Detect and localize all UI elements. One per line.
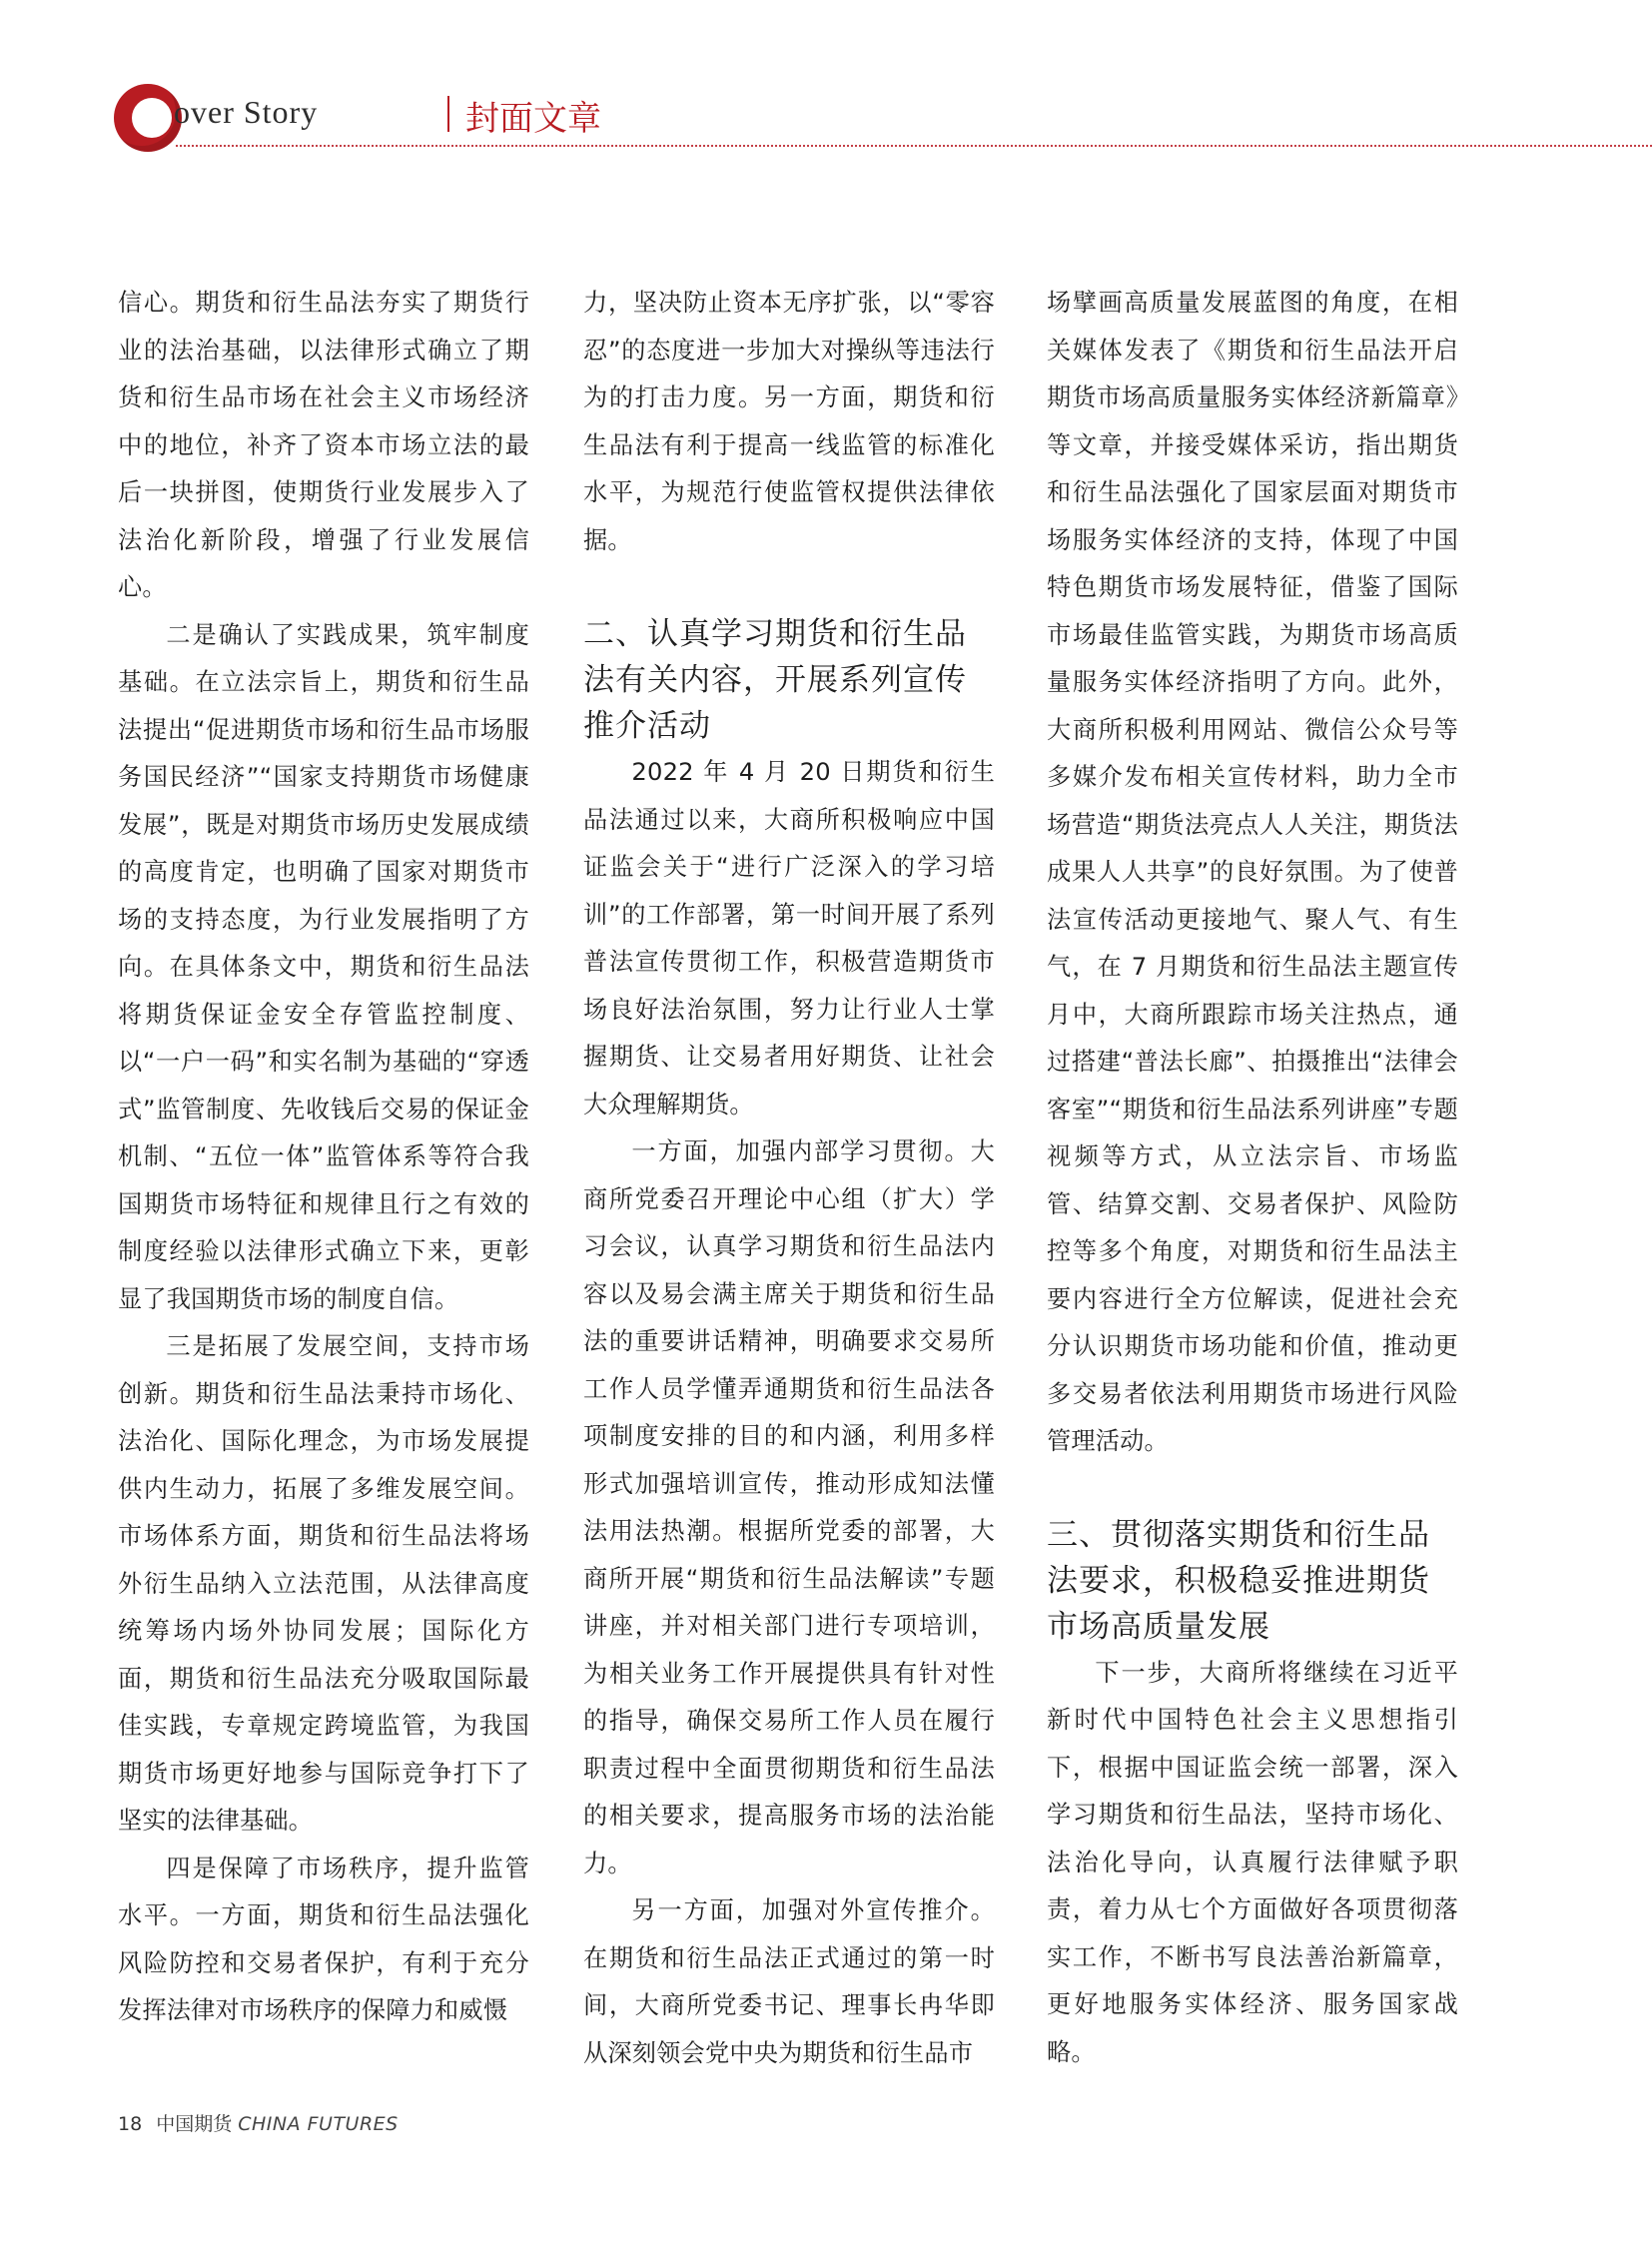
header-divider <box>447 96 449 132</box>
text-column-2 <box>583 280 995 2077</box>
text-column-1 <box>118 280 529 2035</box>
body-paragraph: 二是确认了实践成果，筑牢制度基础。在立法宗旨上，期货和衍生品法提出“促进期货市场和衍生品市场服务国民经济”“国家支持期货市场健康发展”，既是对期货市场历史发展成绩的高度肯定，也明确了国家对期货市场的支持态度，为行业发展指明了方向。在具体条文中，期货和衍生品法将期货保证金安全存管监控制度、以“一户一码”和实名制为基础的“穿透式”监管制度、先收钱后交易的保证金机制、“五位一体”监管体系等符合我国期货市场特征和规律且行之有效的制度经验以法律形式确立下来，更彰显了我国期货市场的制度自信。 <box>118 620 529 1313</box>
body-paragraph: 一方面，加强内部学习贯彻。大商所党委召开理论中心组（扩大）学习会议，认真学习期货和衍生品法内容以及易会满主席关于期货和衍生品法的重要讲话精神，明确要求交易所工作人员学懂弄通期货和衍生品法各项制度安排的目的和内涵，利用多样形式加强培训宣传，推动形成知法懂法用法热潮。根据所党委的部署，大商所开展“期货和衍生品法解读”专题讲座，并对相关部门进行专项培训，为相关业务工作开展提供具有针对性的指导，确保交易所工作人员在履行职责过程中全面贯彻期货和衍生品法的相关要求，提高服务市场的法治能力。 <box>583 1137 995 1877</box>
magazine-name-en: CHINA FUTURES <box>238 2113 399 2135</box>
body-paragraph: 力，坚决防止资本无序扩张，以“零容忍”的态度进一步加大对操纵等违法行为的打击力度。另一方面，期货和衍生品法有利于提高一线监管的标准化水平，为规范行使监管权提供法律依据。 <box>583 289 995 554</box>
body-paragraph: 信心。期货和衍生品法夯实了期货行业的法治基础，以法律形式确立了期货和衍生品市场在社会主义市场经济中的地位，补齐了资本市场立法的最后一块拼图，使期货行业发展步入了法治化新阶段，增强了行业发展信心。 <box>118 289 529 601</box>
section-heading: 三、贯彻落实期货和衍生品法要求，积极稳妥推进期货市场高质量发展 <box>1047 1516 1430 1645</box>
page-number: 18 <box>118 2113 143 2135</box>
cover-story-c-logo-icon <box>114 84 182 152</box>
body-paragraph: 2022 年 4 月 20 日期货和衍生品法通过以来，大商所积极响应中国证监会关于“进行广泛深入的学习培训”的工作部署，第一时间开展了系列普法宣传贯彻工作，积极营造期货市场良好法治氛围，努力让行业人士掌握期货、让交易者用好期货、让社会大众理解期货。 <box>583 758 995 1119</box>
header-dotted-rule <box>176 145 1652 147</box>
body-paragraph: 另一方面，加强对外宣传推介。在期货和衍生品法正式通过的第一时间，大商所党委书记、理事长冉华即从深刻领会党中央为期货和衍生品市 <box>583 1896 995 2067</box>
text-column-3 <box>1047 280 1458 2076</box>
page-footer <box>118 2109 399 2136</box>
body-paragraph: 场擘画高质量发展蓝图的角度，在相关媒体发表了《期货和衍生品法开启期货市场高质量服务实体经济新篇章》等文章，并接受媒体采访，指出期货和衍生品法强化了国家层面对期货市场服务实体经济的支持，体现了中国特色期货市场发展特征，借鉴了国际市场最佳监管实践，为期货市场高质量服务实体经济指明了方向。此外，大商所积极利用网站、微信公众号等多媒介发布相关宣传材料，助力全市场营造“期货法亮点人人关注，期货法成果人人共享”的良好氛围。为了使普法宣传活动更接地气、聚人气、有生气，在 7 月期货和衍生品法主题宣传月中，大商所跟踪市场关注热点，通过搭建“普法长廊”、拍摄推出“法律会客室”“期货和衍生品法系列讲座”专题视频等方式，从立法宗旨、市场监管、结算交割、交易者保护、风险防控等多个角度，对期货和衍生品法主要内容进行全方位解读，促进社会充分认识期货市场功能和价值，推动更多交易者依法利用期货市场进行风险管理活动。 <box>1047 289 1458 1455</box>
body-paragraph: 下一步，大商所将继续在习近平新时代中国特色社会主义思想指引下，根据中国证监会统一部署，深入学习期货和衍生品法，坚持市场化、法治化导向，认真履行法律赋予职责，着力从七个方面做好各项贯彻落实工作，不断书写良法善治新篇章，更好地服务实体经济、服务国家战略。 <box>1047 1658 1458 2066</box>
magazine-name: 中国期货 <box>156 2113 233 2135</box>
section-heading: 二、认真学习期货和衍生品法有关内容，开展系列宣传推介活动 <box>583 616 967 744</box>
page-header <box>114 78 1652 150</box>
section-title: 封面文章 <box>465 99 601 139</box>
body-paragraph: 三是拓展了发展空间，支持市场创新。期货和衍生品法秉持市场化、法治化、国际化理念，为市场发展提供内生动力，拓展了多维发展空间。市场体系方面，期货和衍生品法将场外衍生品纳入立法范围，从法律高度统筹场内场外协同发展；国际化方面，期货和衍生品法充分吸取国际最佳实践，专章规定跨境监管，为我国期货市场更好地参与国际竞争打下了坚实的法律基础。 <box>118 1332 529 1835</box>
section-brand: over Story <box>174 94 319 130</box>
body-paragraph: 四是保障了市场秩序，提升监管水平。一方面，期货和衍生品法强化风险防控和交易者保护，有利于充分发挥法律对市场秩序的保障力和威慑 <box>118 1854 529 2024</box>
